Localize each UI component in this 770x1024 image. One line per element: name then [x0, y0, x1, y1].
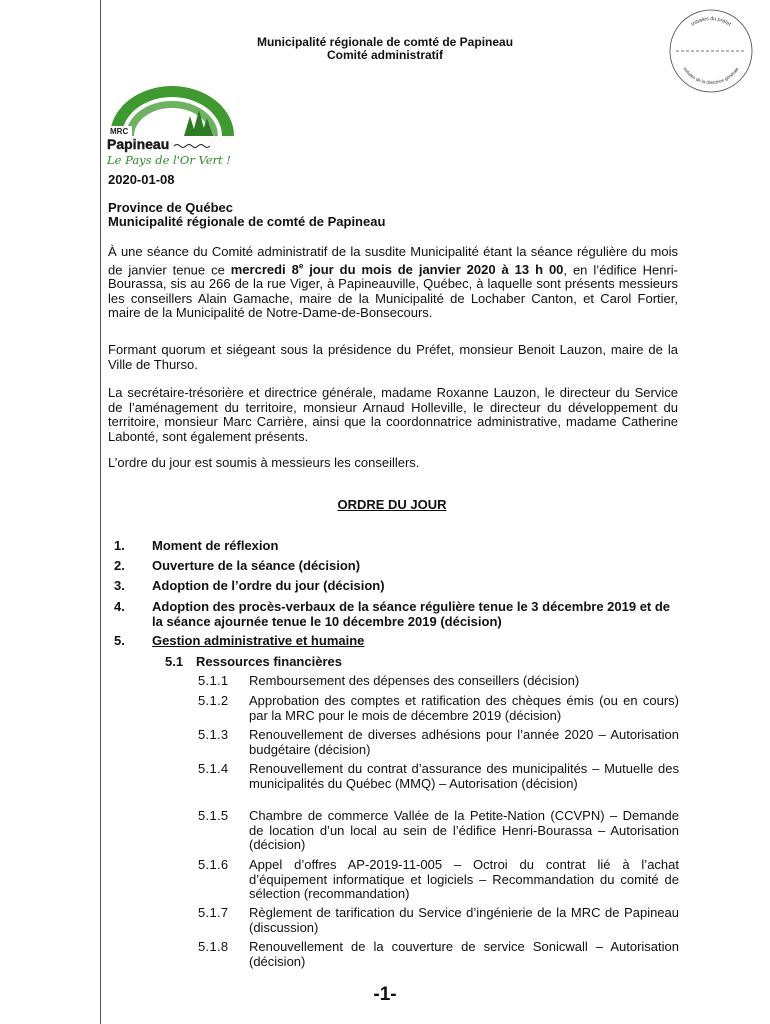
para1-d: , en l’édifice Henri-Bourassa, sis au 266 de la rue Viger, à Papineauville, Québec, à laquelle sont présents messieurs les conseillers Alain Gamache, maire de la Municipalité de Lochaber Canton, et Carol Fortier, maire de la Municipalité de Notre-Dame-de-Bonsecours. — [108, 261, 679, 321]
paragraph-soumis: L’ordre du jour est soumis à messieurs les conseillers. — [108, 455, 420, 470]
header-line-2: Comité administratif — [326, 48, 443, 62]
trees-icon — [184, 110, 213, 136]
logo-mrc-text: MRC — [110, 127, 129, 136]
para1-a: À une séance du Comité administratif de la susdite Municipalité étant la séance régulière du mois de janvier tenue ce — [108, 244, 678, 277]
document-header — [0, 36, 770, 62]
page-number: -1- — [373, 984, 397, 1005]
paragraph-seance — [108, 245, 678, 321]
logo-name-text: Papineau — [107, 136, 170, 152]
document-date: 2020-01-08 — [108, 172, 175, 187]
svg-text:Initiales de la directrice gén — [682, 66, 740, 85]
paragraph-quorum: Formant quorum et siégeant sous la présidence du Préfet, monsieur Benoit Lauzon, maire de la Ville de Thurso. — [108, 342, 678, 372]
initials-seal — [668, 8, 754, 94]
seal-top-text: Initiales du préfet — [690, 15, 732, 28]
municipality-line: Municipalité régionale de comté de Papineau — [108, 214, 386, 229]
svg-text:Initiales du préfet — [690, 16, 732, 28]
left-margin-line — [100, 0, 101, 1024]
logo-slogan-text: Le Pays de l'Or Vert ! — [107, 153, 231, 167]
province-line: Province de Québec — [108, 200, 233, 215]
header-line-1: Municipalité régionale de comté de Papineau — [256, 35, 514, 49]
ordre-du-jour-title: ORDRE DU JOUR — [337, 497, 447, 512]
para1-date-bold: mercredi 8e jour du mois de janvier 2020 à 13 h 00 — [230, 261, 564, 277]
paragraph-presents: La secrétaire-trésorière et directrice générale, madame Roxanne Lauzon, le directeur du Service de l’aménagement du territoire, monsieur Arnaud Holleville, le directeur du développement du territoire, monsieur Marc Carrière, ainsi que la coordonnatrice administrative, madame Catherine Labonté, sont également présents. — [108, 385, 678, 444]
seal-bottom-text: Initiales de la directrice générale — [682, 66, 740, 86]
mrc-papineau-logo — [104, 86, 240, 170]
